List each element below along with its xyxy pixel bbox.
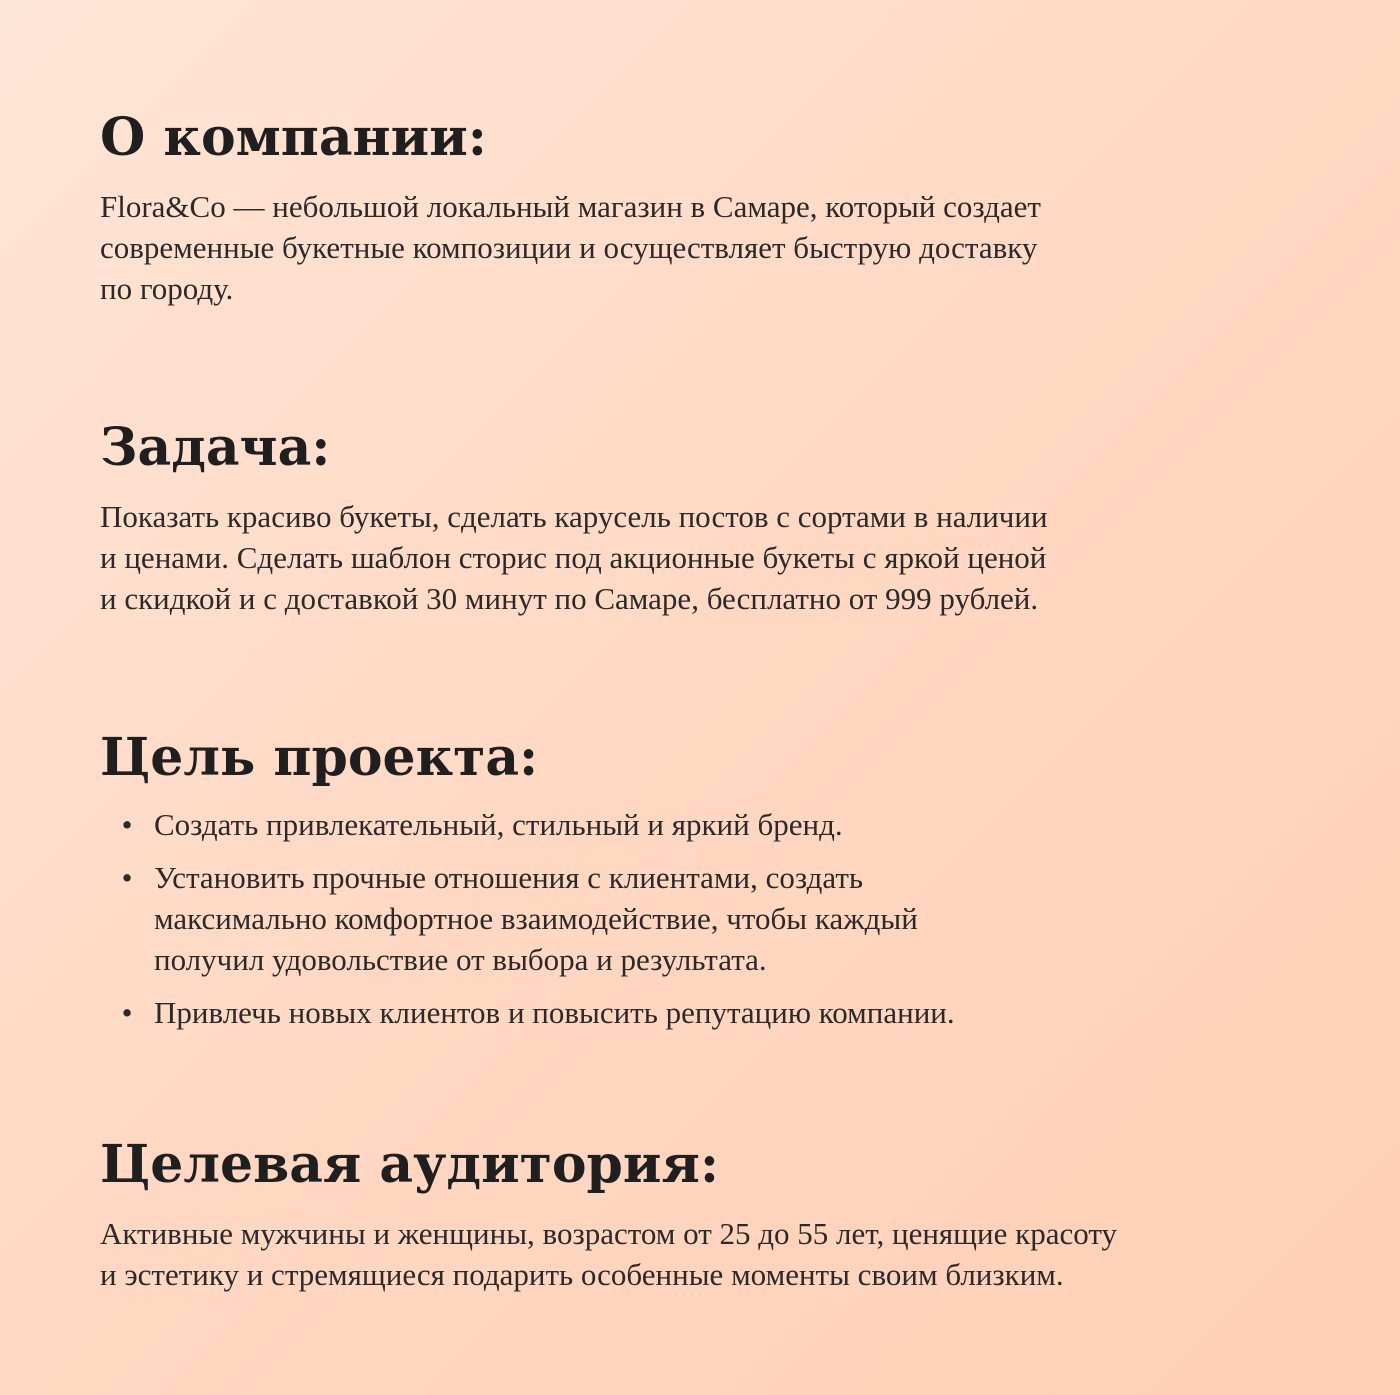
goal-heading: Цель проекта: xyxy=(100,727,539,788)
goal-section xyxy=(100,728,1280,1045)
goal-list-item xyxy=(100,804,1280,845)
goal-item-line: Привлечь новых клиентов и повысить репутацию компании. xyxy=(154,995,955,1030)
audience-section xyxy=(100,1135,1280,1295)
bullet-icon: • xyxy=(121,807,133,842)
about-heading: О компании: xyxy=(100,107,487,168)
task-section xyxy=(100,418,1280,619)
goal-item-line: Установить прочные отношения с клиентами, создать xyxy=(154,860,864,895)
goal-list xyxy=(100,804,1280,1033)
about-text xyxy=(100,186,1280,309)
goal-list-item xyxy=(100,857,1280,980)
goal-item-line: максимально комфортное взаимодействие, чтобы каждый xyxy=(154,901,918,936)
task-text-line: Показать красиво букеты, сделать карусель постов с сортами в наличии xyxy=(100,499,1048,534)
bullet-icon: • xyxy=(121,860,133,895)
task-text-line: и ценами. Сделать шаблон сторис под акционные букеты с яркой ценой xyxy=(100,540,1047,575)
task-text xyxy=(100,496,1280,619)
about-text-line: по городу. xyxy=(100,271,234,306)
goal-list-item xyxy=(100,992,1280,1033)
audience-text-line: Активные мужчины и женщины, возрастом от 25 до 55 лет, ценящие красоту xyxy=(100,1216,1117,1251)
about-text-line: современные букетные композиции и осуществляет быструю доставку xyxy=(100,230,1038,265)
about-section xyxy=(100,108,1280,309)
goal-item-line: получил удовольствие от выбора и результата. xyxy=(154,942,767,977)
task-heading: Задача: xyxy=(100,417,331,478)
audience-text xyxy=(100,1213,1280,1295)
audience-heading: Целевая аудитория: xyxy=(100,1134,720,1195)
about-text-line: Flora&Co — небольшой локальный магазин в Самаре, который создает xyxy=(100,189,1041,224)
task-text-line: и скидкой и с доставкой 30 минут по Самаре, бесплатно от 999 рублей. xyxy=(100,581,1039,616)
goal-item-line: Создать привлекательный, стильный и яркий бренд. xyxy=(154,807,843,842)
bullet-icon: • xyxy=(121,995,133,1030)
audience-text-line: и эстетику и стремящиеся подарить особенные моменты своим близким. xyxy=(100,1257,1064,1292)
